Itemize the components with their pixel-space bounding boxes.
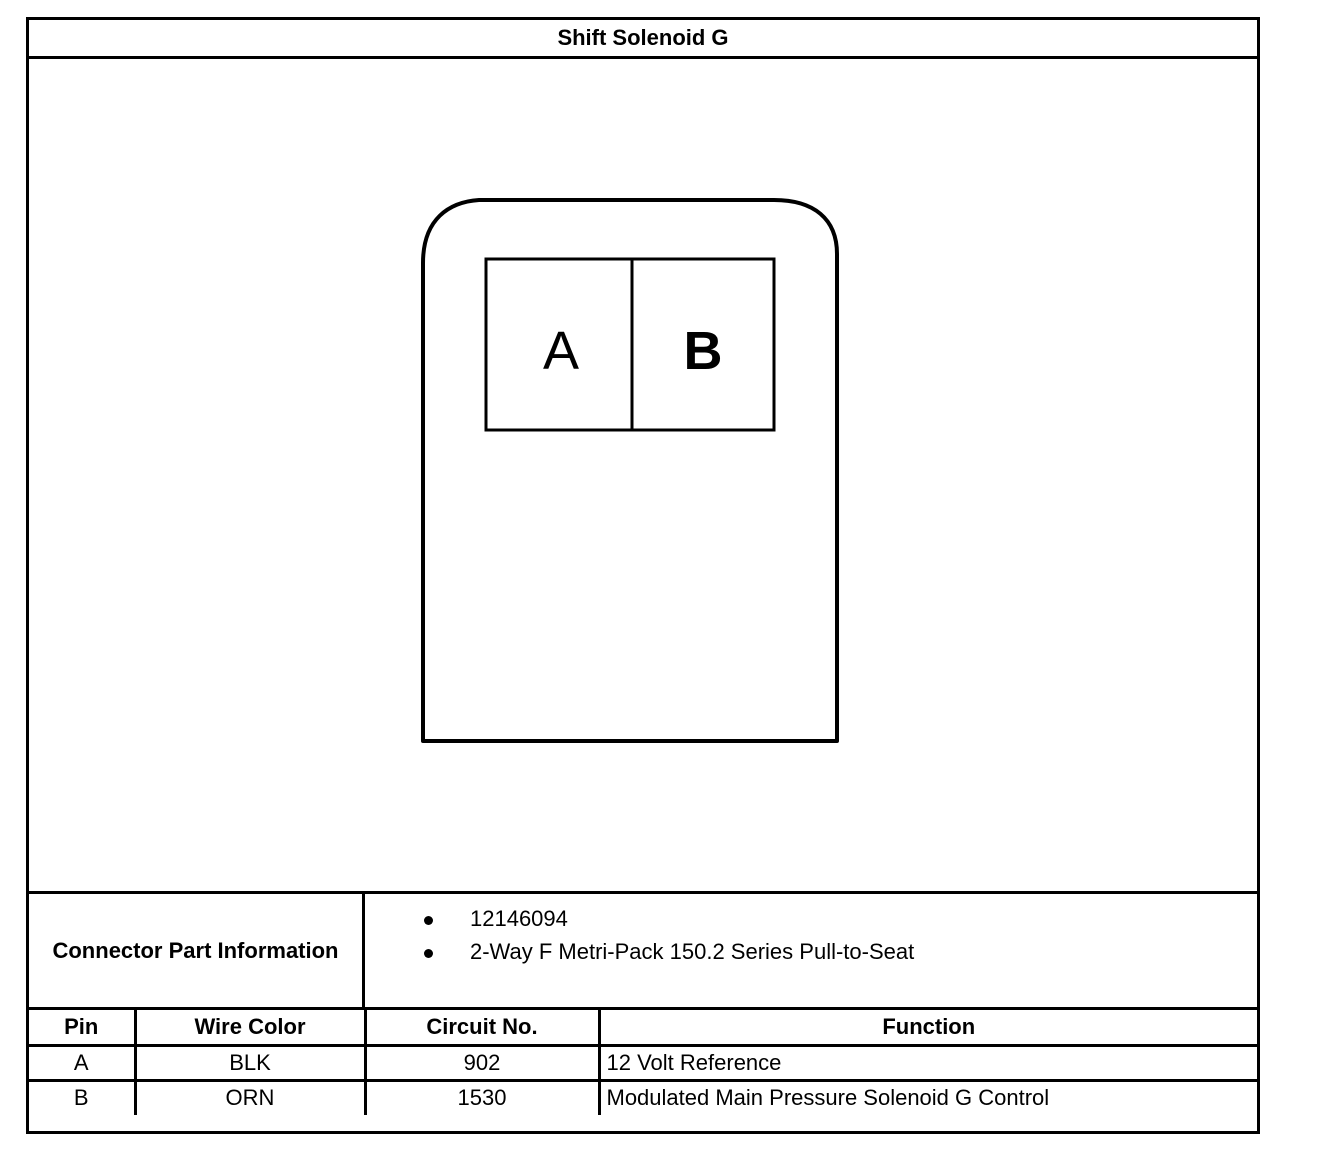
cell-function: 12 Volt Reference <box>599 1045 1257 1080</box>
connector-part-info-list <box>365 894 1257 1017</box>
header-wire-color: Wire Color <box>135 1010 365 1045</box>
connector-face-svg <box>29 59 1257 892</box>
header-function: Function <box>599 1010 1257 1045</box>
cell-pin: B <box>29 1080 135 1115</box>
part-number-item: 12146094 <box>365 904 1257 937</box>
pin-label-b: B <box>683 321 723 381</box>
table-row <box>29 1045 1257 1080</box>
connector-drawing <box>29 59 1257 892</box>
table-row <box>29 1080 1257 1115</box>
cell-circuit: 1530 <box>365 1080 599 1115</box>
connector-description-item: 2-Way F Metri-Pack 150.2 Series Pull-to-Seat <box>365 937 1257 970</box>
pin-table-header <box>29 1010 1257 1045</box>
cell-circuit: 902 <box>365 1045 599 1080</box>
pin-table <box>29 1010 1257 1115</box>
cell-function: Modulated Main Pressure Solenoid G Control <box>599 1080 1257 1115</box>
cell-wire-color: BLK <box>135 1045 365 1080</box>
header-circuit: Circuit No. <box>365 1010 599 1045</box>
connector-sheet <box>26 17 1260 1134</box>
connector-part-info-row <box>29 891 1257 1010</box>
pin-label-a: A <box>542 321 580 381</box>
header-pin: Pin <box>29 1010 135 1045</box>
sheet-title: Shift Solenoid G <box>29 20 1257 59</box>
connector-part-info-label: Connector Part Information <box>29 894 365 1007</box>
cell-pin: A <box>29 1045 135 1080</box>
cell-wire-color: ORN <box>135 1080 365 1115</box>
